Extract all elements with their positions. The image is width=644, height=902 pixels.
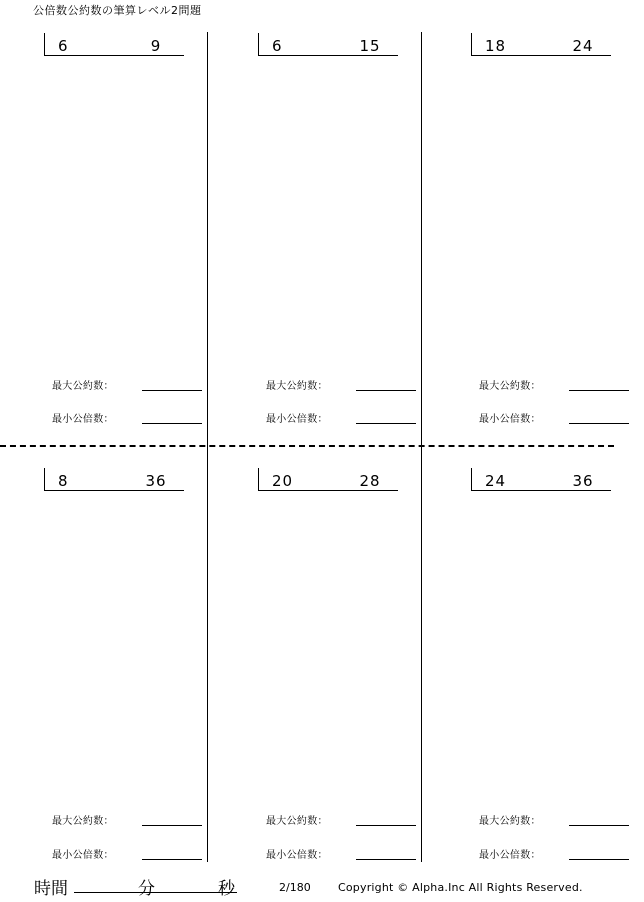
problem-2 xyxy=(246,33,460,453)
problem-4 xyxy=(32,468,246,888)
lcm-label: 最小公倍数： xyxy=(266,414,328,425)
lcm-label: 最小公倍数： xyxy=(52,850,114,861)
gcd-answer-line[interactable] xyxy=(356,390,416,391)
lcm-answer xyxy=(479,410,644,428)
gcd-label: 最大公約数： xyxy=(52,381,114,392)
problem-1 xyxy=(32,33,246,453)
lcm-answer-line[interactable] xyxy=(569,423,629,424)
gcd-label: 最大公約数： xyxy=(266,381,328,392)
problem-number-b: 36 xyxy=(145,472,167,490)
lcm-answer-line[interactable] xyxy=(569,859,629,860)
gcd-answer xyxy=(266,377,456,395)
footer xyxy=(0,872,644,902)
time-label: 時間 xyxy=(34,879,68,899)
lcm-answer-line[interactable] xyxy=(142,423,202,424)
minutes-label: 分 xyxy=(138,879,155,899)
gcd-answer-line[interactable] xyxy=(569,390,629,391)
gcd-answer-line[interactable] xyxy=(142,825,202,826)
page-title: 公倍数公約数の筆算レベル2問題 xyxy=(33,4,202,17)
problem-number-b: 24 xyxy=(572,37,594,55)
copyright: Copyright © Alpha.Inc All Rights Reserved. xyxy=(338,881,583,894)
gcd-label: 最大公約数： xyxy=(52,816,114,827)
lcm-answer xyxy=(266,410,456,428)
gcd-answer xyxy=(266,812,456,830)
gcd-answer xyxy=(479,377,644,395)
problem-3 xyxy=(459,33,644,453)
page-number: 2/180 xyxy=(279,881,311,894)
seconds-label: 秒 xyxy=(218,879,235,899)
lcm-answer-line[interactable] xyxy=(142,859,202,860)
problem-number-b: 15 xyxy=(359,37,381,55)
problem-number-a: 24 xyxy=(485,472,507,490)
gcd-answer-line[interactable] xyxy=(142,390,202,391)
gcd-answer xyxy=(479,812,644,830)
gcd-label: 最大公約数： xyxy=(479,381,541,392)
lcm-answer xyxy=(52,410,242,428)
problem-number-a: 6 xyxy=(58,37,69,55)
lcm-label: 最小公倍数： xyxy=(52,414,114,425)
lcm-answer-line[interactable] xyxy=(356,859,416,860)
problem-5 xyxy=(246,468,460,888)
gcd-answer xyxy=(52,377,242,395)
lcm-answer xyxy=(52,846,242,864)
gcd-answer-line[interactable] xyxy=(356,825,416,826)
problem-number-a: 20 xyxy=(272,472,294,490)
problem-number-a: 6 xyxy=(272,37,283,55)
gcd-label: 最大公約数： xyxy=(479,816,541,827)
lcm-answer xyxy=(479,846,644,864)
lcm-label: 最小公倍数： xyxy=(479,850,541,861)
lcm-answer-line[interactable] xyxy=(356,423,416,424)
lcm-label: 最小公倍数： xyxy=(266,850,328,861)
time-answer-line[interactable] xyxy=(74,892,237,893)
gcd-answer xyxy=(52,812,242,830)
problem-6 xyxy=(459,468,644,888)
problem-number-b: 9 xyxy=(150,37,162,55)
gcd-answer-line[interactable] xyxy=(569,825,629,826)
problem-number-a: 8 xyxy=(58,472,69,490)
problem-number-a: 18 xyxy=(485,37,507,55)
problem-number-b: 28 xyxy=(359,472,381,490)
lcm-label: 最小公倍数： xyxy=(479,414,541,425)
problem-number-b: 36 xyxy=(572,472,594,490)
gcd-label: 最大公約数： xyxy=(266,816,328,827)
lcm-answer xyxy=(266,846,456,864)
